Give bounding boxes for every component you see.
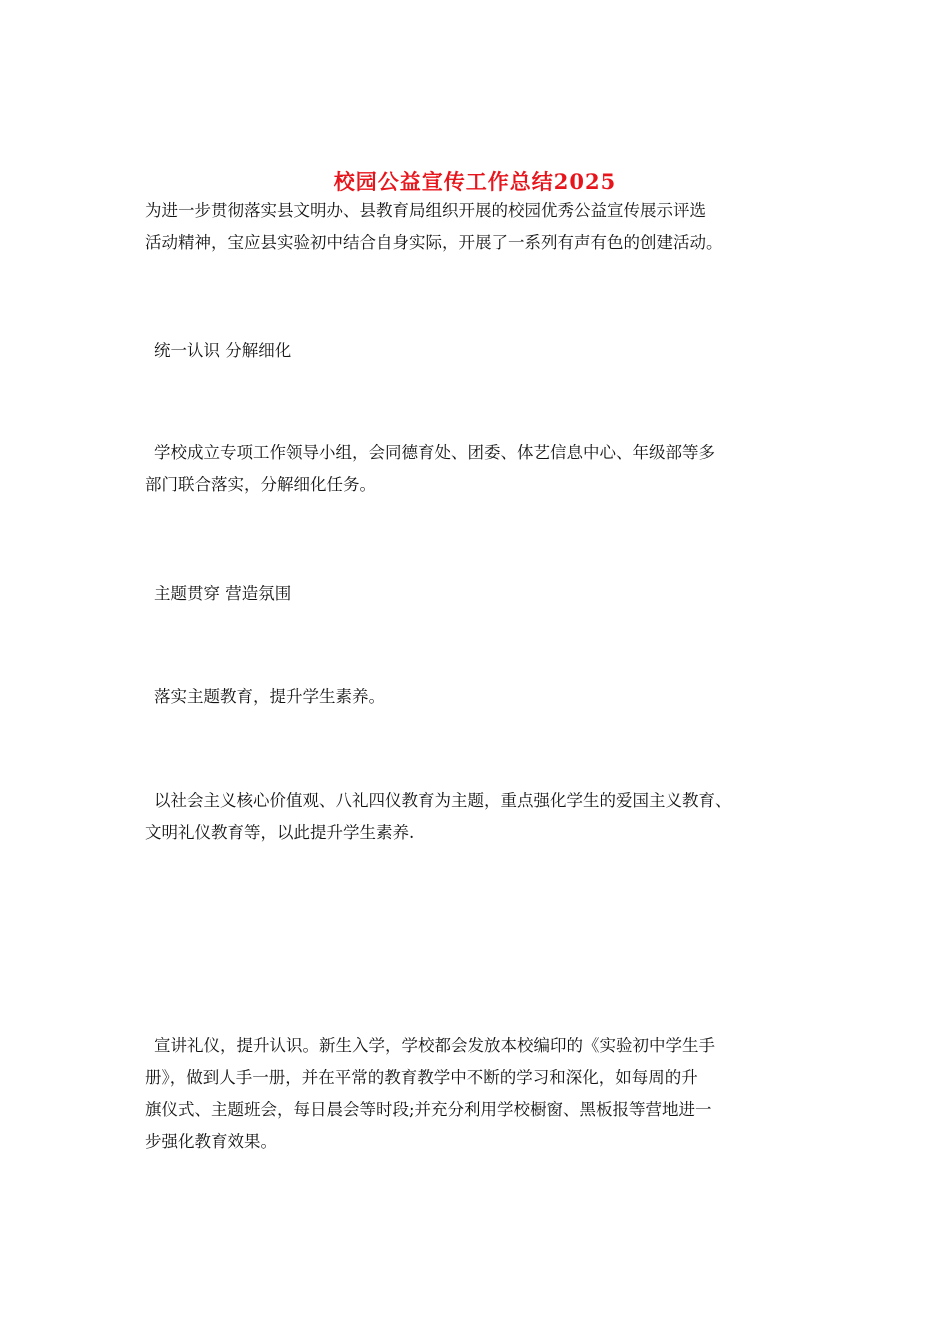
intro-paragraph [145, 195, 825, 259]
paragraph-line: 以社会主义核心价值观、八礼四仪教育为主题，重点强化学生的爱国主义教育、 [154, 791, 732, 810]
paragraph-line: 宣讲礼仪，提升认识。新生入学，学校都会发放本校编印的《实验初中学生手 [154, 1036, 715, 1055]
heading-text: 统一认识 分解细化 [154, 341, 292, 360]
paragraph-line: 学校成立专项工作领导小组，会同德育处、团委、体艺信息中心、年级部等多 [154, 443, 715, 462]
paragraph-line: 册》，做到人手一册，并在平常的教育教学中不断的学习和深化，如每周的升 [145, 1068, 698, 1087]
paragraph-3 [145, 785, 825, 849]
document-title: 校园公益宣传工作总结2025 [333, 169, 617, 195]
intro-line: 为进一步贯彻落实县文明办、县教育局组织开展的校园优秀公益宣传展示评选 [145, 201, 706, 220]
heading-text: 主题贯穿 营造氛围 [154, 584, 292, 603]
paragraph-line: 落实主题教育，提升学生素养。 [154, 687, 385, 706]
paragraph-line: 部门联合落实，分解细化任务。 [145, 475, 376, 494]
paragraph-line: 旗仪式、主题班会，每日晨会等时段;并充分利用学校橱窗、黑板报等营地进一 [145, 1100, 712, 1119]
paragraph-line: 文明礼仪教育等，以此提升学生素养. [145, 823, 415, 842]
section-heading-2 [145, 578, 825, 610]
paragraph-2 [145, 681, 825, 713]
paragraph-line: 步强化教育效果。 [145, 1132, 277, 1151]
paragraph-4 [145, 1030, 825, 1158]
intro-line: 活动精神，宝应县实验初中结合自身实际，开展了一系列有声有色的创建活动。 [145, 233, 723, 252]
section-heading-1 [145, 335, 825, 367]
paragraph-1 [145, 437, 825, 501]
